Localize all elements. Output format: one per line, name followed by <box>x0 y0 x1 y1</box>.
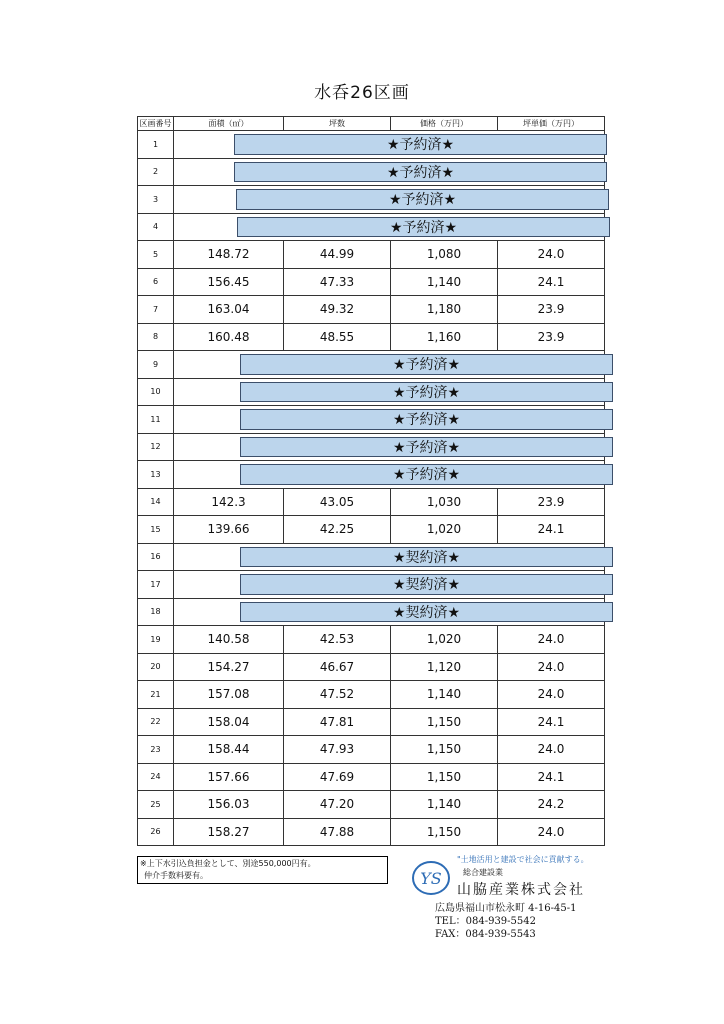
table-row <box>138 268 605 296</box>
lot-tsubo: 46.67 <box>284 653 391 681</box>
lot-tsubo: 47.33 <box>284 268 391 296</box>
lot-number: 3 <box>138 186 174 214</box>
header-area: 面積（㎡） <box>174 117 284 131</box>
company-slogan: "土地活用と建設で社会に貢献する。 <box>457 855 589 864</box>
company-name: 山脇産業株式会社 <box>457 882 585 898</box>
lot-tsubo: 48.55 <box>284 323 391 351</box>
lot-number: 19 <box>138 626 174 654</box>
table-row-reserved <box>138 406 605 434</box>
status-cell <box>174 186 605 214</box>
table-row <box>138 323 605 351</box>
lot-number: 15 <box>138 516 174 544</box>
company-business-type: 総合建設業 <box>463 868 503 877</box>
table-row <box>138 653 605 681</box>
lot-price: 1,140 <box>391 791 498 819</box>
status-cell <box>174 571 605 599</box>
status-banner: ★予約済★ <box>240 409 613 430</box>
company-tel: TEL：084-939-5542 <box>435 916 536 927</box>
table-row <box>138 488 605 516</box>
lot-number: 18 <box>138 598 174 626</box>
header-unit-price: 坪単価（万円） <box>498 117 605 131</box>
lot-tsubo: 44.99 <box>284 241 391 269</box>
lot-area: 163.04 <box>174 296 284 324</box>
lot-tsubo: 49.32 <box>284 296 391 324</box>
lot-table-body <box>138 131 605 846</box>
status-cell <box>174 433 605 461</box>
lot-price: 1,030 <box>391 488 498 516</box>
table-row <box>138 763 605 791</box>
lot-unit-price: 24.1 <box>498 268 605 296</box>
lot-number: 8 <box>138 323 174 351</box>
lot-price: 1,160 <box>391 323 498 351</box>
lot-number: 24 <box>138 763 174 791</box>
lot-unit-price: 24.0 <box>498 653 605 681</box>
lot-area: 139.66 <box>174 516 284 544</box>
note-line: ※上下水引込負担金として、別途550,000円有。 <box>140 859 316 868</box>
table-row-reserved <box>138 461 605 489</box>
lot-area: 158.04 <box>174 708 284 736</box>
page-title: 水呑26区画 <box>314 83 410 103</box>
status-banner: ★予約済★ <box>240 382 613 403</box>
status-banner: ★契約済★ <box>240 602 613 623</box>
lot-unit-price: 24.0 <box>498 241 605 269</box>
status-banner: ★契約済★ <box>240 574 613 595</box>
lot-price: 1,020 <box>391 626 498 654</box>
lot-tsubo: 42.53 <box>284 626 391 654</box>
table-row-reserved <box>138 378 605 406</box>
table-row-reserved <box>138 158 605 186</box>
company-fax: FAX：084-939-5543 <box>435 929 536 940</box>
status-banner: ★予約済★ <box>240 464 613 485</box>
lot-number: 14 <box>138 488 174 516</box>
lot-tsubo: 47.20 <box>284 791 391 819</box>
table-row <box>138 791 605 819</box>
company-logo-text: YS <box>420 869 442 888</box>
status-banner: ★予約済★ <box>234 134 607 155</box>
lot-unit-price: 24.1 <box>498 516 605 544</box>
table-row-reserved <box>138 598 605 626</box>
status-banner: ★予約済★ <box>237 217 610 238</box>
status-cell <box>174 378 605 406</box>
lot-unit-price: 23.9 <box>498 323 605 351</box>
lot-area: 156.45 <box>174 268 284 296</box>
lot-tsubo: 47.52 <box>284 681 391 709</box>
lot-number: 26 <box>138 818 174 846</box>
status-banner: ★予約済★ <box>236 189 609 210</box>
lot-price: 1,080 <box>391 241 498 269</box>
lot-price: 1,150 <box>391 736 498 764</box>
status-banner: ★予約済★ <box>240 354 613 375</box>
table-row <box>138 681 605 709</box>
table-row <box>138 241 605 269</box>
lot-number: 23 <box>138 736 174 764</box>
lot-number: 10 <box>138 378 174 406</box>
lot-number: 17 <box>138 571 174 599</box>
table-row-reserved <box>138 186 605 214</box>
company-address: 広島県福山市松永町 4-16-45-1 <box>435 903 577 914</box>
status-banner: ★予約済★ <box>240 437 613 458</box>
company-info <box>407 854 607 944</box>
lot-tsubo: 42.25 <box>284 516 391 544</box>
lot-number: 7 <box>138 296 174 324</box>
lot-number: 5 <box>138 241 174 269</box>
lot-area: 142.3 <box>174 488 284 516</box>
status-banner: ★予約済★ <box>234 162 607 183</box>
status-cell <box>174 213 605 241</box>
lot-number: 2 <box>138 158 174 186</box>
lot-tsubo: 43.05 <box>284 488 391 516</box>
lot-number: 4 <box>138 213 174 241</box>
table-row-reserved <box>138 543 605 571</box>
lot-number: 12 <box>138 433 174 461</box>
lot-number: 9 <box>138 351 174 379</box>
lot-number: 16 <box>138 543 174 571</box>
lot-price: 1,180 <box>391 296 498 324</box>
lot-number: 1 <box>138 131 174 159</box>
lot-tsubo: 47.81 <box>284 708 391 736</box>
lot-number: 13 <box>138 461 174 489</box>
status-cell <box>174 158 605 186</box>
lot-area: 160.48 <box>174 323 284 351</box>
lot-unit-price: 24.0 <box>498 626 605 654</box>
table-row <box>138 626 605 654</box>
company-logo <box>411 860 451 896</box>
status-banner: ★契約済★ <box>240 547 613 568</box>
lot-number: 6 <box>138 268 174 296</box>
lot-tsubo: 47.69 <box>284 763 391 791</box>
table-row <box>138 708 605 736</box>
header-price: 価格（万円） <box>391 117 498 131</box>
table-row-reserved <box>138 213 605 241</box>
lot-number: 20 <box>138 653 174 681</box>
lot-number: 22 <box>138 708 174 736</box>
lot-price: 1,020 <box>391 516 498 544</box>
status-cell <box>174 406 605 434</box>
lot-tsubo: 47.88 <box>284 818 391 846</box>
lot-price: 1,120 <box>391 653 498 681</box>
lot-unit-price: 24.1 <box>498 708 605 736</box>
lot-area: 156.03 <box>174 791 284 819</box>
table-row-reserved <box>138 433 605 461</box>
table-row <box>138 516 605 544</box>
table-row <box>138 296 605 324</box>
lot-area: 157.66 <box>174 763 284 791</box>
lot-unit-price: 24.0 <box>498 736 605 764</box>
status-cell <box>174 598 605 626</box>
lot-number: 21 <box>138 681 174 709</box>
lot-area: 157.08 <box>174 681 284 709</box>
lot-price: 1,150 <box>391 708 498 736</box>
lot-price: 1,140 <box>391 268 498 296</box>
lot-unit-price: 24.1 <box>498 763 605 791</box>
status-cell <box>174 461 605 489</box>
lot-unit-price: 23.9 <box>498 296 605 324</box>
lot-price: 1,150 <box>391 763 498 791</box>
table-row <box>138 736 605 764</box>
lot-table <box>137 116 605 846</box>
notes-box <box>137 856 388 884</box>
lot-unit-price: 24.2 <box>498 791 605 819</box>
header-lot-number: 区画番号 <box>138 117 174 131</box>
status-cell <box>174 131 605 159</box>
lot-unit-price: 24.0 <box>498 818 605 846</box>
header-tsubo: 坪数 <box>284 117 391 131</box>
lot-unit-price: 24.0 <box>498 681 605 709</box>
table-header-row <box>138 117 605 131</box>
table-row-reserved <box>138 571 605 599</box>
lot-area: 158.27 <box>174 818 284 846</box>
lot-price: 1,140 <box>391 681 498 709</box>
lot-area: 158.44 <box>174 736 284 764</box>
lot-area: 148.72 <box>174 241 284 269</box>
lot-number: 25 <box>138 791 174 819</box>
lot-area: 154.27 <box>174 653 284 681</box>
table-row-reserved <box>138 351 605 379</box>
lot-tsubo: 47.93 <box>284 736 391 764</box>
lot-area: 140.58 <box>174 626 284 654</box>
lot-price: 1,150 <box>391 818 498 846</box>
lot-unit-price: 23.9 <box>498 488 605 516</box>
note-line: 仲介手数料要有。 <box>144 871 208 880</box>
status-cell <box>174 543 605 571</box>
table-row <box>138 818 605 846</box>
lot-number: 11 <box>138 406 174 434</box>
status-cell <box>174 351 605 379</box>
table-row-reserved <box>138 131 605 159</box>
